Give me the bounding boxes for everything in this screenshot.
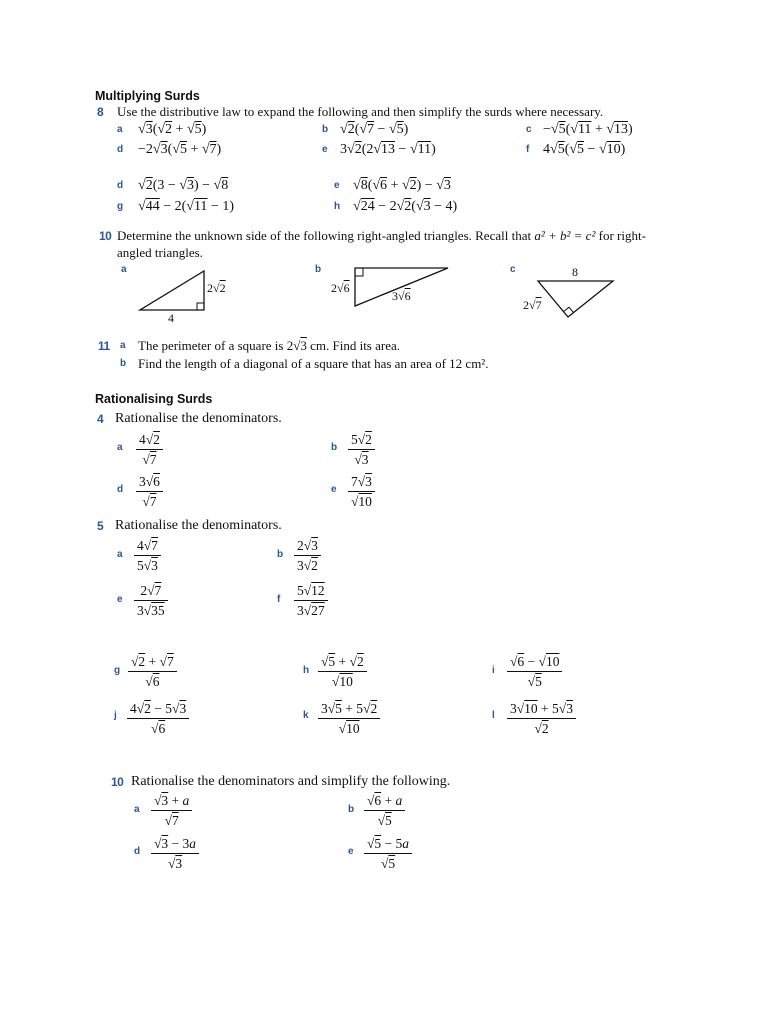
rationalise-q10-e-fraction	[364, 835, 412, 872]
q11-a-label: a	[120, 340, 126, 351]
rationalise-q10-number: 10	[111, 775, 124, 789]
rationalise-q10-a-label: a	[134, 804, 140, 815]
rationalise-q10-a-fraction	[151, 792, 192, 829]
q8-h-label: h	[334, 201, 341, 212]
rationalise-q10-b-numerator: √6 + a	[364, 792, 405, 811]
rationalise-q10-e-numerator: √5 − 5a	[364, 835, 412, 854]
q5-j-numerator: 4√2 − 5√3	[127, 700, 189, 719]
q5-h-fraction	[318, 653, 367, 690]
q10-instruction-text: Determine the unknown side of the following right-angled triangles. Recall that	[117, 228, 535, 243]
q5-i-denominator: √5	[527, 674, 542, 689]
q8-e-expression: 3√2(2√13 − √11)	[340, 142, 436, 157]
q5-e-numerator: 2√7	[134, 582, 168, 601]
q5-k-label: k	[303, 710, 309, 721]
triangle-c-hypotenuse-label: 8	[572, 265, 578, 279]
q8-c-label: c	[526, 124, 532, 135]
q8-d-expression: −2√3(√5 + √7)	[138, 142, 222, 157]
q5-number: 5	[97, 519, 104, 533]
q5-f-denominator: 3√27	[297, 603, 325, 618]
rationalise-q10-d-label: d	[134, 846, 141, 857]
q4-e-fraction	[348, 473, 375, 510]
q5-a-denominator: 5√3	[137, 558, 158, 573]
q5-k-denominator: √10	[338, 721, 360, 736]
q5-l-denominator: √2	[534, 721, 549, 736]
q4-d-label: d	[117, 484, 124, 495]
q4-d-fraction	[136, 473, 163, 510]
q8-h-expression: √24 − 2√2(√3 − 4)	[353, 199, 458, 214]
q10-triangle-c-label: c	[510, 264, 516, 275]
rationalise-q10-e-label: e	[348, 846, 354, 857]
section-heading-rationalising-surds: Rationalising Surds	[95, 392, 213, 406]
rationalise-q10-b-fraction	[364, 792, 405, 829]
q4-e-label: e	[331, 484, 337, 495]
q4-e-numerator: 7√3	[348, 473, 375, 492]
right-angle-marker-b	[355, 268, 363, 276]
pythagoras-formula: a² + b² = c²	[534, 228, 596, 243]
rationalise-q10-instruction: Rationalise the denominators and simplify the following.	[131, 774, 451, 789]
rationalise-q10-a-numerator: √3 + a	[151, 792, 192, 811]
q5-e-denominator: 3√35	[137, 603, 165, 618]
q5-h-label: h	[303, 665, 310, 676]
q5-f-numerator: 5√12	[294, 582, 328, 601]
q8-g-expression: √44 − 2(√11 − 1)	[138, 199, 234, 214]
q11-b-label: b	[120, 358, 127, 369]
rationalise-q10-e-denominator: √5	[380, 856, 396, 871]
triangle-b-hypotenuse-label: 3√6	[392, 289, 411, 303]
q5-h-denominator: √10	[331, 674, 353, 689]
q4-b-label: b	[331, 442, 338, 453]
q4-b-fraction	[348, 431, 375, 468]
q5-b-fraction	[294, 537, 321, 574]
q5-g-denominator: √6	[145, 674, 160, 689]
q10-number: 10	[99, 229, 112, 243]
q5-f-label: f	[277, 594, 281, 605]
q8-b-label: b	[322, 124, 329, 135]
q5-b-label: b	[277, 549, 284, 560]
q5-i-fraction	[507, 653, 562, 690]
q11-number: 11	[98, 339, 110, 353]
q4-b-denominator: √3	[354, 452, 369, 467]
q4-a-label: a	[117, 442, 123, 453]
q5-e-fraction	[134, 582, 168, 619]
q5-j-fraction	[127, 700, 189, 737]
q4-number: 4	[97, 412, 104, 426]
q5-l-fraction	[507, 700, 576, 737]
q4-d-numerator: 3√6	[136, 473, 163, 492]
section-heading-multiplying-surds: Multiplying Surds	[95, 89, 200, 103]
q5-a-fraction	[134, 537, 161, 574]
triangle-a	[140, 271, 204, 310]
rationalise-q10-d-numerator: √3 − 3a	[151, 835, 199, 854]
rationalise-q10-b-label: b	[348, 804, 355, 815]
q5-g-numerator: √2 + √7	[128, 653, 177, 672]
q5-i-label: i	[492, 665, 495, 676]
q5-g-fraction	[128, 653, 177, 690]
q8-d2-label: d	[117, 180, 124, 191]
q10-instruction-line-2: angled triangles.	[117, 245, 203, 260]
q8-e2-expression: √8(√6 + √2) − √3	[353, 178, 451, 193]
q10-triangle-a-label: a	[121, 264, 127, 275]
q5-i-numerator: √6 − √10	[507, 653, 562, 672]
q11-a-text: The perimeter of a square is 2√3 cm. Find its area.	[138, 338, 401, 353]
q5-l-numerator: 3√10 + 5√3	[507, 700, 576, 719]
q8-e2-label: e	[334, 180, 340, 191]
q5-j-label: j	[114, 710, 117, 721]
right-angle-marker-a	[197, 303, 204, 310]
triangle-c-side-label: 2√7	[523, 298, 542, 312]
q8-g-label: g	[117, 201, 124, 212]
q5-b-denominator: 3√2	[297, 558, 318, 573]
q8-e-label: e	[322, 144, 328, 155]
q4-instruction: Rationalise the denominators.	[115, 411, 282, 426]
triangle-a-side-label: 2√2	[207, 281, 226, 295]
q4-a-denominator: √7	[142, 452, 157, 467]
triangle-c	[538, 281, 613, 317]
q5-a-numerator: 4√7	[134, 537, 161, 556]
q8-instruction: Use the distributive law to expand the following and then simplify the surds where necessary.	[117, 104, 604, 119]
rationalise-q10-d-fraction	[151, 835, 199, 872]
q4-d-denominator: √7	[142, 494, 157, 509]
rationalise-q10-a-denominator: √7	[164, 813, 179, 828]
q8-f-expression: 4√5(√5 − √10)	[543, 142, 626, 157]
q5-g-label: g	[114, 665, 121, 676]
right-angle-marker-c	[564, 307, 574, 312]
q8-b-expression: √2(√7 − √5)	[340, 122, 409, 137]
q11-b-text: Find the length of a diagonal of a square that has an area of 12 cm².	[138, 356, 489, 371]
q4-a-numerator: 4√2	[136, 431, 163, 450]
q8-number: 8	[97, 105, 104, 119]
rationalise-q10-d-denominator: √3	[167, 856, 183, 871]
rationalise-q10-b-denominator: √5	[377, 813, 392, 828]
q5-b-numerator: 2√3	[294, 537, 321, 556]
q8-d2-expression: √2(3 − √3) − √8	[138, 178, 229, 193]
q5-e-label: e	[117, 594, 123, 605]
q5-a-label: a	[117, 549, 123, 560]
triangle-a-base-label: 4	[168, 311, 174, 325]
q5-l-label: l	[492, 710, 495, 721]
q8-a-label: a	[117, 124, 123, 135]
q8-f-label: f	[526, 144, 530, 155]
q5-instruction: Rationalise the denominators.	[115, 518, 282, 533]
q8-d-label: d	[117, 144, 124, 155]
q5-k-numerator: 3√5 + 5√2	[318, 700, 380, 719]
q5-h-numerator: √5 + √2	[318, 653, 367, 672]
q10-instruction-text-end: for right-	[595, 228, 646, 243]
triangle-b-side-label: 2√6	[331, 281, 350, 295]
q5-f-fraction	[294, 582, 328, 619]
q10-instruction-line-1	[117, 228, 646, 244]
q8-a-expression: √3(√2 + √5)	[138, 122, 207, 137]
q10-triangle-b-label: b	[315, 264, 322, 275]
q4-b-numerator: 5√2	[348, 431, 375, 450]
q5-j-denominator: √6	[151, 721, 166, 736]
q5-k-fraction	[318, 700, 380, 737]
q8-c-expression: −√5(√11 + √13)	[543, 122, 633, 137]
q4-e-denominator: √10	[351, 494, 372, 509]
q4-a-fraction	[136, 431, 163, 468]
